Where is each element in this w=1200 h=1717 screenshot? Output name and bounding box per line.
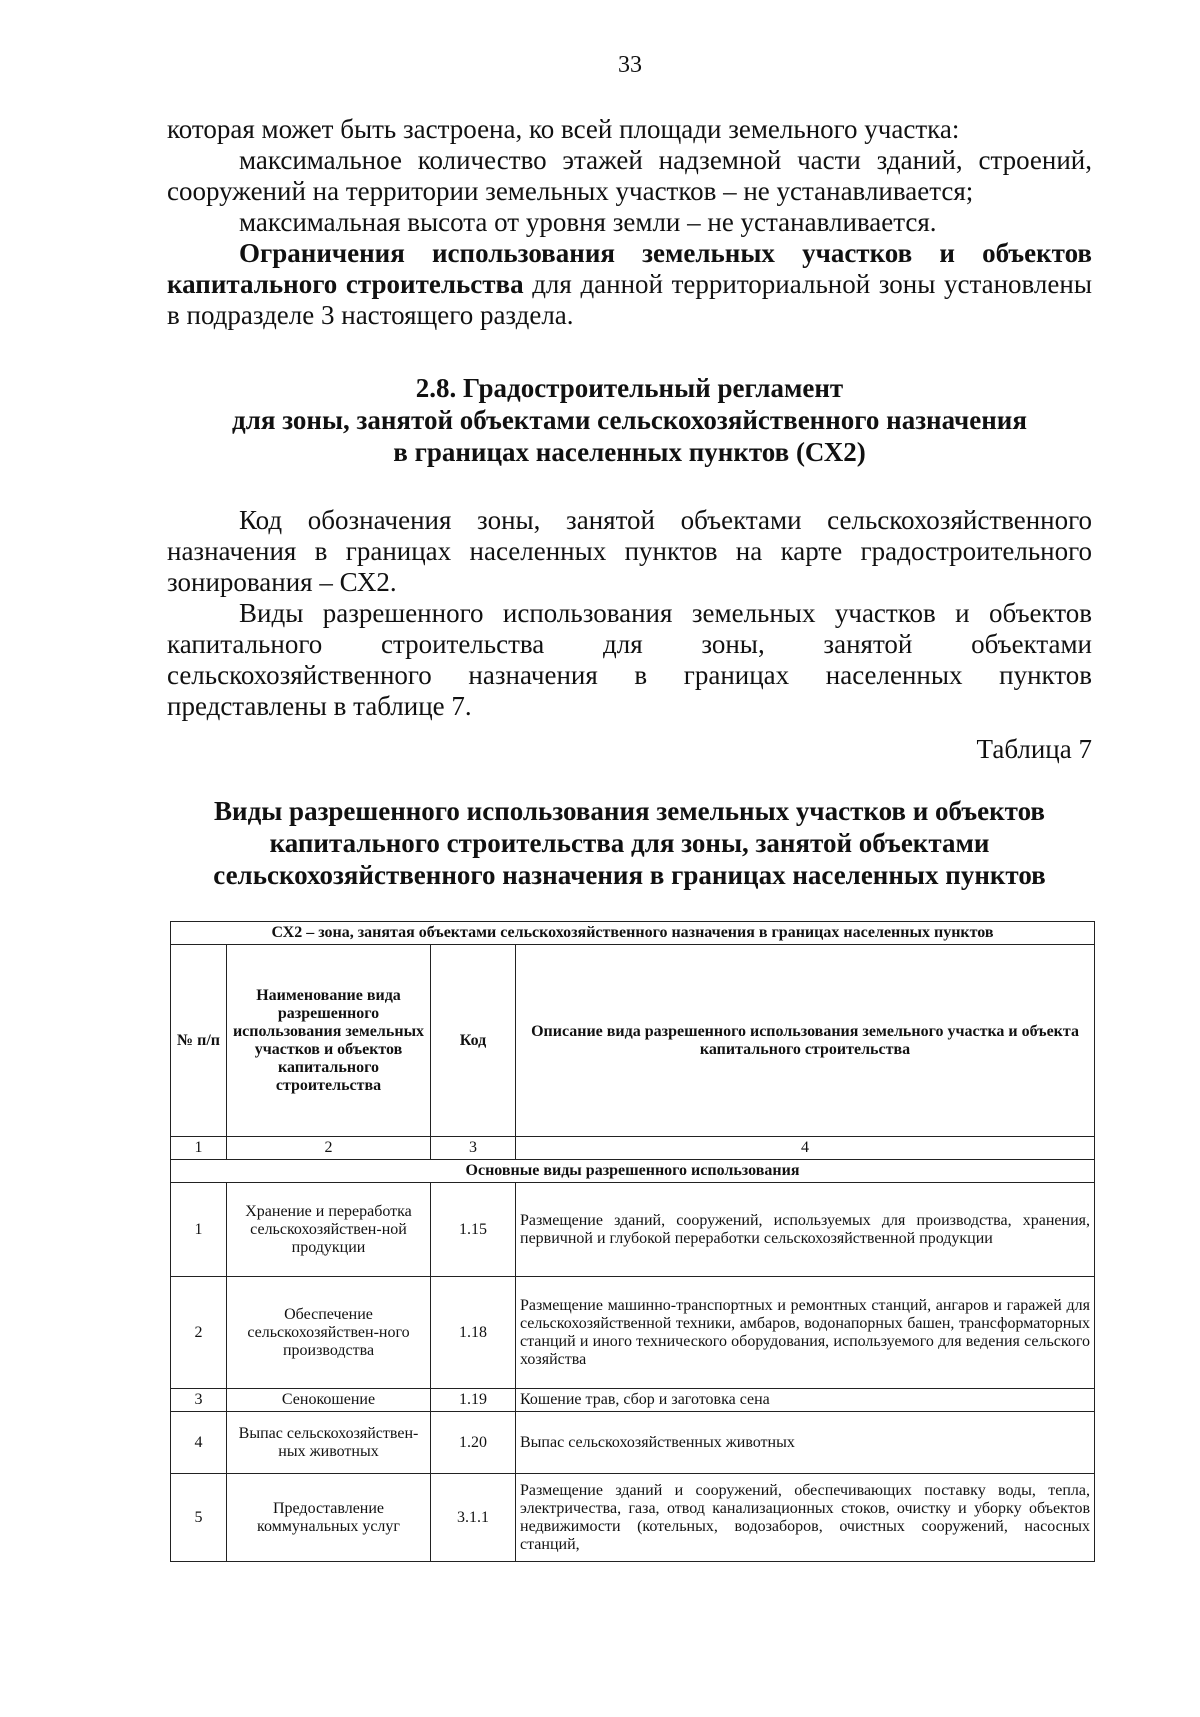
table-title-line-3: сельскохозяйственного назначения в границах населенных пунктов: [213, 860, 1046, 890]
zone-code-paragraph: Код обозначения зоны, занятой объектами сельскохозяйственного назначения в границах населенных пунктов на карте градостроительного зонирования – СХ2.: [167, 505, 1092, 597]
zone-text-block: [167, 505, 1092, 722]
row-desc: Выпас сельскохозяйственных животных: [516, 1412, 1095, 1474]
row-desc: Кошение трав, сбор и заготовка сена: [516, 1389, 1095, 1412]
column-number-row: [171, 1137, 1095, 1160]
group-title-row: [171, 1160, 1095, 1183]
table-title-line-1: Виды разрешенного использования земельных участков и объектов: [214, 796, 1045, 826]
row-num: 5: [171, 1474, 227, 1562]
zone-types-paragraph: Виды разрешенного использования земельных участков и объектов капитального строительства для зоны, занятой объектами сельскохозяйственного назначения в границах населенных пунктов представлены в таблице 7.: [167, 598, 1092, 721]
table-title: [167, 795, 1092, 891]
header-num: № п/п: [171, 945, 227, 1137]
header-row: [171, 945, 1095, 1137]
row-desc: Размещение зданий и сооружений, обеспечивающих поставку воды, тепла, электричества, газа, отвод канализационных стоков, очистку и уборку объектов недвижимости (котельных, водозаборов, очистных сооружений, насосных станций,: [516, 1474, 1095, 1562]
column-number: 1: [171, 1137, 227, 1160]
section-heading-line-1: 2.8. Градостроительный регламент: [415, 373, 844, 403]
permitted-uses-table: [170, 921, 1095, 1562]
row-code: 1.19: [431, 1389, 516, 1412]
table-row: [171, 1277, 1095, 1389]
row-num: 1: [171, 1183, 227, 1277]
table-row: [171, 1474, 1095, 1562]
header-desc: Описание вида разрешенного использования земельного участка и объекта капитального строительства: [516, 945, 1095, 1137]
row-name: Выпас сельскохозяйствен-ных животных: [227, 1412, 431, 1474]
section-heading: [167, 372, 1092, 468]
row-num: 4: [171, 1412, 227, 1474]
table-title-line-2: капитального строительства для зоны, занятой объектами: [269, 828, 990, 858]
row-name: Предоставление коммунальных услуг: [227, 1474, 431, 1562]
column-number: 4: [516, 1137, 1095, 1160]
intro-block: [167, 114, 1092, 331]
intro-line-1: которая может быть застроена, ко всей площади земельного участка:: [167, 114, 960, 144]
intro-line-floors: максимальное количество этажей надземной части зданий, строений, сооружений на территории земельных участков – не устанавливается;: [167, 145, 1092, 206]
table-row: [171, 1183, 1095, 1277]
restrictions-paragraph: [167, 238, 1092, 331]
row-code: 1.18: [431, 1277, 516, 1389]
row-code: 1.20: [431, 1412, 516, 1474]
restrictions-rest: для данной территориальной зоны установлены в подразделе 3 настоящего раздела.: [167, 269, 1092, 330]
row-name: Сенокошение: [227, 1389, 431, 1412]
row-desc: Размещение машинно-транспортных и ремонтных станций, ангаров и гаражей для сельскохозяйственной техники, амбаров, водонапорных башен, трансформаторных станций и иного технического оборудования, используемого для ведения сельского хозяйства: [516, 1277, 1095, 1389]
row-code: 3.1.1: [431, 1474, 516, 1562]
zone-title-row: [171, 922, 1095, 945]
column-number: 3: [431, 1137, 516, 1160]
group-title: Основные виды разрешенного использования: [171, 1160, 1095, 1183]
restrictions-bold: Ограничения использования земельных участков и объектов капитального строительства: [167, 238, 1092, 299]
row-desc: Размещение зданий, сооружений, используемых для производства, хранения, первичной и глубокой переработки сельскохозяйственной продукции: [516, 1183, 1095, 1277]
section-heading-line-3: в границах населенных пунктов (СХ2): [393, 437, 866, 467]
row-name: Хранение и переработка сельскохозяйствен-ной продукции: [227, 1183, 431, 1277]
table-caption: Таблица 7: [976, 734, 1092, 764]
column-number: 2: [227, 1137, 431, 1160]
header-code: Код: [431, 945, 516, 1137]
table-row: [171, 1412, 1095, 1474]
row-name: Обеспечение сельскохозяйствен-ного производства: [227, 1277, 431, 1389]
row-code: 1.15: [431, 1183, 516, 1277]
zone-title-cell: СХ2 – зона, занятая объектами сельскохозяйственного назначения в границах населенных пунктов: [171, 922, 1095, 945]
section-heading-line-2: для зоны, занятой объектами сельскохозяйственного назначения: [232, 405, 1027, 435]
row-num: 3: [171, 1389, 227, 1412]
row-num: 2: [171, 1277, 227, 1389]
header-name: Наименование вида разрешенного использования земельных участков и объектов капитального строительства: [227, 945, 431, 1137]
intro-line-height: максимальная высота от уровня земли – не устанавливается.: [239, 207, 937, 237]
page-number: 33: [618, 52, 642, 78]
table-row: [171, 1389, 1095, 1412]
